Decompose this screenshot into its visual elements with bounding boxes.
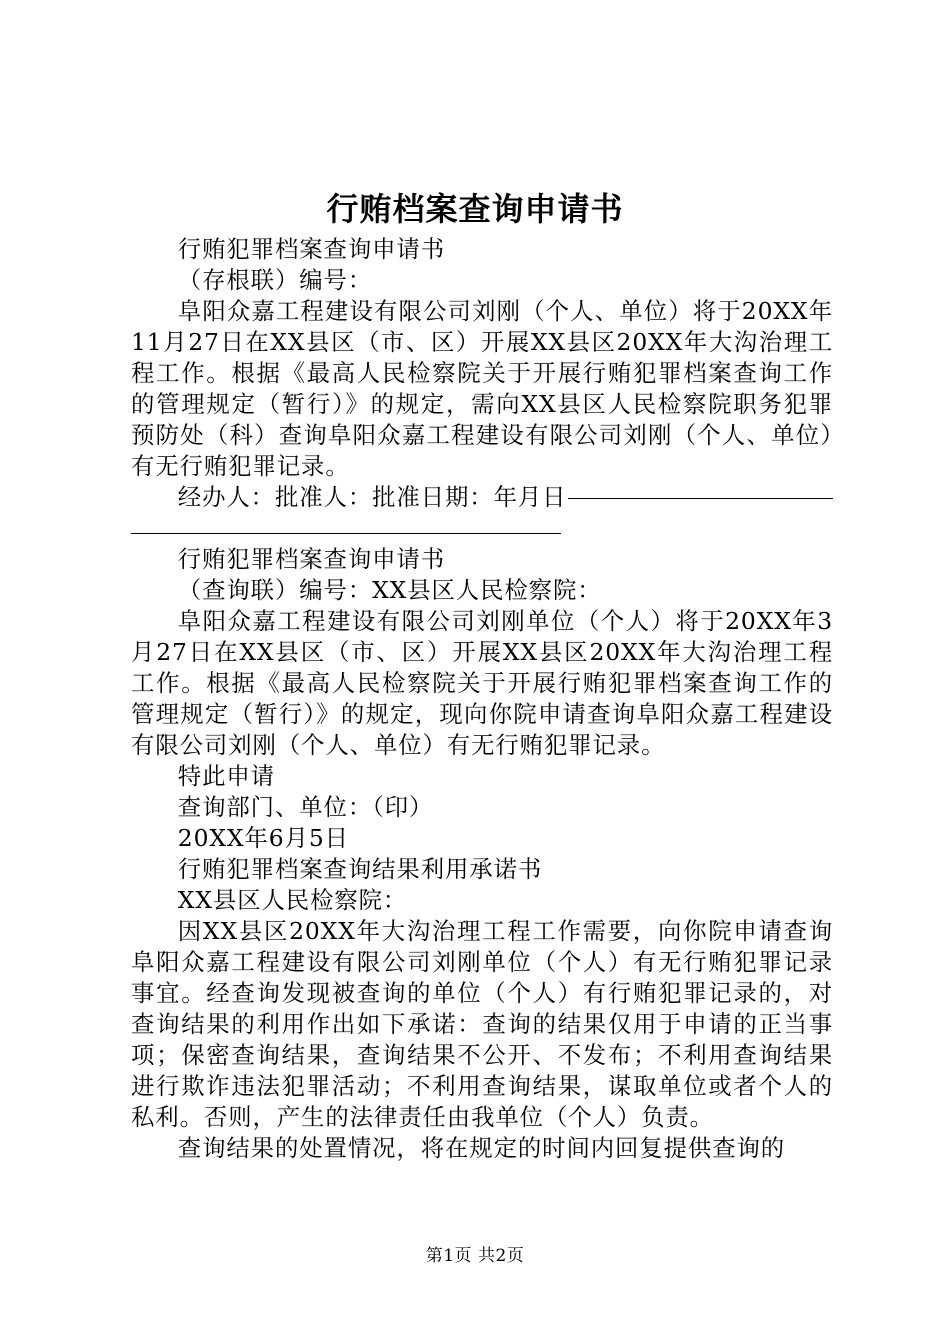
document-title: 行贿档案查询申请书 <box>326 190 624 228</box>
page-footer: 第1页 共2页 <box>425 1246 525 1266</box>
section-heading-commitment: 行贿犯罪档案查询结果利用承诺书 <box>177 855 543 883</box>
signature-labels: 经办人：批准人：批准日期：年月日 <box>177 483 567 511</box>
separator-underline <box>131 503 561 534</box>
stub-serial-line: （存根联）编号： <box>177 266 373 294</box>
section-heading-stub: 行贿犯罪档案查询申请书 <box>177 235 445 263</box>
query-department-line: 查询部门、单位：（印） <box>177 793 434 821</box>
query-body-paragraph: 阜阳众嘉工程建设有限公司刘刚单位（个人）将于20XX年3月27日在XX县区（市、区）开展XX县区20XX年大沟治理工程工作。根据《最高人民检察院关于开展行贿犯罪档案查询工作的管理规定（暂行）》的规定，现向你院申请查询阜阳众嘉工程建设有限公司刘刚（个人、单位）有无行贿犯罪记录。 <box>131 607 833 759</box>
query-date-line: 20XX年6月5日 <box>177 824 349 852</box>
commitment-body-paragraph: 因XX县区20XX年大沟治理工程工作需要，向你院申请查询阜阳众嘉工程建设有限公司刘刚单位（个人）有无行贿犯罪记录事宜。经查询发现被查询的单位（个人）有行贿犯罪记录的，对查询结果的利用作出如下承诺：查询的结果仅用于申请的正当事项；保密查询结果，查询结果不公开、不发布；不利用查询结果进行欺诈违法犯罪活动；不利用查询结果，谋取单位或者个人的私利。否则，产生的法律责任由我单位（个人）负责。 <box>131 917 833 1131</box>
signature-underline <box>568 498 833 499</box>
commitment-addressee: XX县区人民检察院： <box>177 886 408 914</box>
disposal-paragraph: 查询结果的处置情况，将在规定的时间内回复提供查询的 <box>177 1134 786 1162</box>
section-heading-query: 行贿犯罪档案查询申请书 <box>177 545 445 573</box>
document-body <box>131 234 833 1164</box>
query-serial-line: （查询联）编号：XX县区人民检察院： <box>177 576 602 604</box>
request-closing: 特此申请 <box>177 762 275 790</box>
stub-body-paragraph: 阜阳众嘉工程建设有限公司刘刚（个人、单位）将于20XX年11月27日在XX县区（市、区）开展XX县区20XX年大沟治理工程工作。根据《最高人民检察院关于开展行贿犯罪档案查询工作的管理规定（暂行）》的规定，需向XX县区人民检察院职务犯罪预防处（科）查询阜阳众嘉工程建设有限公司刘刚（个人、单位）有无行贿犯罪记录。 <box>131 297 833 480</box>
